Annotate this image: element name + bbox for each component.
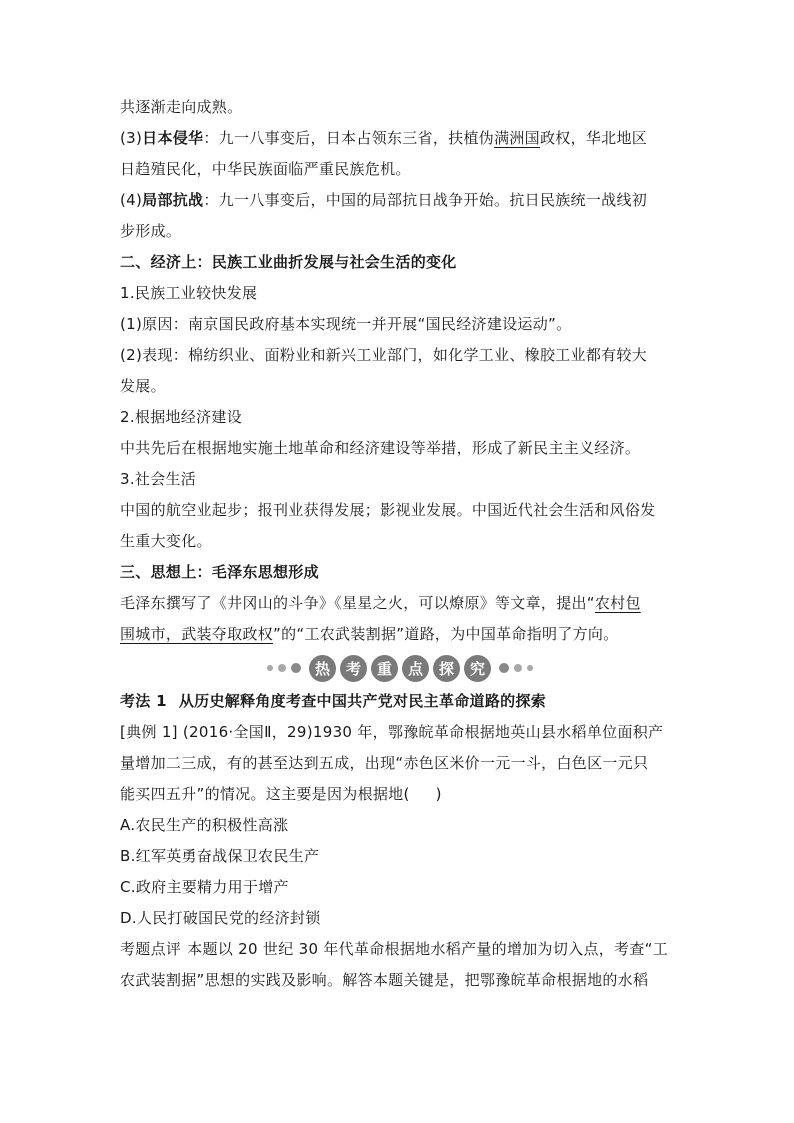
dot xyxy=(527,665,533,671)
point-text: ：九一八事变后，中国的局部抗日战争开始。抗日民族统一战线初 xyxy=(203,191,648,209)
point-text: ：九一八事变后，日本占领东三省，扶植伪 xyxy=(203,129,495,147)
point-number: (4) xyxy=(120,191,143,209)
point-3-line xyxy=(120,123,680,154)
option-a: A.农民生产的积极性高涨 xyxy=(120,816,289,834)
section-banner xyxy=(120,650,680,686)
kaofa-heading xyxy=(120,686,680,717)
example-line: 量增加二三成，有的甚至达到五成，出现“赤色区米价一元一斗，白色区一元只 xyxy=(120,754,649,772)
paragraph-line: 生重大变化。 xyxy=(120,532,212,550)
paragraph-line: 中共先后在根据地实施土地革命和经济建设等举措，形成了新民主主义经济。 xyxy=(120,439,641,457)
banner-char: 点 xyxy=(402,655,429,682)
underlined-text: 农村包 xyxy=(594,594,641,612)
paragraph-line: (1)原因：南京国民政府基本实现统一并开展“国民经济建设运动”。 xyxy=(120,315,572,333)
document-page xyxy=(120,92,680,996)
paragraph-line xyxy=(120,619,680,650)
option-b: B.红军英勇奋战保卫农民生产 xyxy=(120,847,320,865)
banner-char: 考 xyxy=(340,655,367,682)
point-heading: 局部抗战 xyxy=(142,191,204,209)
text: 能买四五升”的情况。这主要是因为根据地( xyxy=(120,785,410,803)
dot xyxy=(499,663,509,673)
banner-dots-right xyxy=(499,663,533,673)
comment-label: 考题点评 xyxy=(120,940,182,958)
paragraph-line xyxy=(120,92,680,123)
text: ) xyxy=(435,785,442,803)
text: 毛泽东撰写了《井冈山的斗争》《星星之火，可以燎原》等文章，提出“ xyxy=(120,594,595,612)
underlined-text: 满洲国 xyxy=(494,129,540,147)
section-heading-thought: 三、思想上：毛泽东思想形成 xyxy=(120,563,319,581)
option-d: D.人民打破国民党的经济封锁 xyxy=(120,909,321,927)
example-line: [典例 1] (2016·全国Ⅱ，29)1930 年，鄂豫皖革命根据地英山县水稻单位面积产 xyxy=(120,723,664,741)
comment-line xyxy=(120,934,680,965)
paragraph-line: 发展。 xyxy=(120,377,166,395)
dot xyxy=(514,664,522,672)
dot xyxy=(267,665,273,671)
section-heading-economy: 二、经济上：民族工业曲折发展与社会生活的变化 xyxy=(120,253,457,271)
text: 本题以 20 世纪 30 年代革命根据地水稻产量的增加为切入点，考查“工 xyxy=(187,940,669,958)
banner-char: 热 xyxy=(309,655,336,682)
kaofa-label: 考法 1 xyxy=(120,692,167,710)
point-4-line xyxy=(120,185,680,216)
point-heading: 日本侵华 xyxy=(142,129,204,147)
option-c: C.政府主要精力用于增产 xyxy=(120,878,289,896)
paragraph-line xyxy=(120,588,680,619)
subheading: 1.民族工业较快发展 xyxy=(120,284,258,302)
dot xyxy=(278,664,286,672)
underlined-text: 围城市，武装夺取政权 xyxy=(120,625,274,643)
example-line xyxy=(120,779,680,810)
text: 日趋殖民化，中华民族面临严重民族危机。 xyxy=(120,160,411,178)
subheading: 2.根据地经济建设 xyxy=(120,408,243,426)
paragraph-line: (2)表现：棉纺织业、面粉业和新兴工业部门，如化学工业、橡胶工业都有较大 xyxy=(120,346,648,364)
paragraph-line xyxy=(120,154,680,185)
banner-char: 重 xyxy=(371,655,398,682)
point-text: 政权，华北地区 xyxy=(539,129,648,147)
paragraph-line: 中国的航空业起步；报刊业获得发展；影视业发展。中国近代社会生活和风俗发 xyxy=(120,501,656,519)
banner-char: 探 xyxy=(433,655,460,682)
subheading: 3.社会生活 xyxy=(120,470,197,488)
paragraph-line xyxy=(120,216,680,247)
text: 步形成。 xyxy=(120,222,182,240)
comment-line: 农武装割据”思想的实践及影响。解答本题关键是，把鄂豫皖革命根据地的水稻 xyxy=(120,971,649,989)
text: 共逐渐走向成熟。 xyxy=(120,98,243,116)
kaofa-title: 从历史解释角度考查中国共产党对民主革命道路的探索 xyxy=(178,692,547,710)
point-number: (3) xyxy=(120,129,143,147)
dot xyxy=(291,663,301,673)
banner-dots-left xyxy=(267,663,301,673)
banner-char: 究 xyxy=(464,655,491,682)
text: ”的“工农武装割据”道路，为中国革命指明了方向。 xyxy=(273,625,619,643)
